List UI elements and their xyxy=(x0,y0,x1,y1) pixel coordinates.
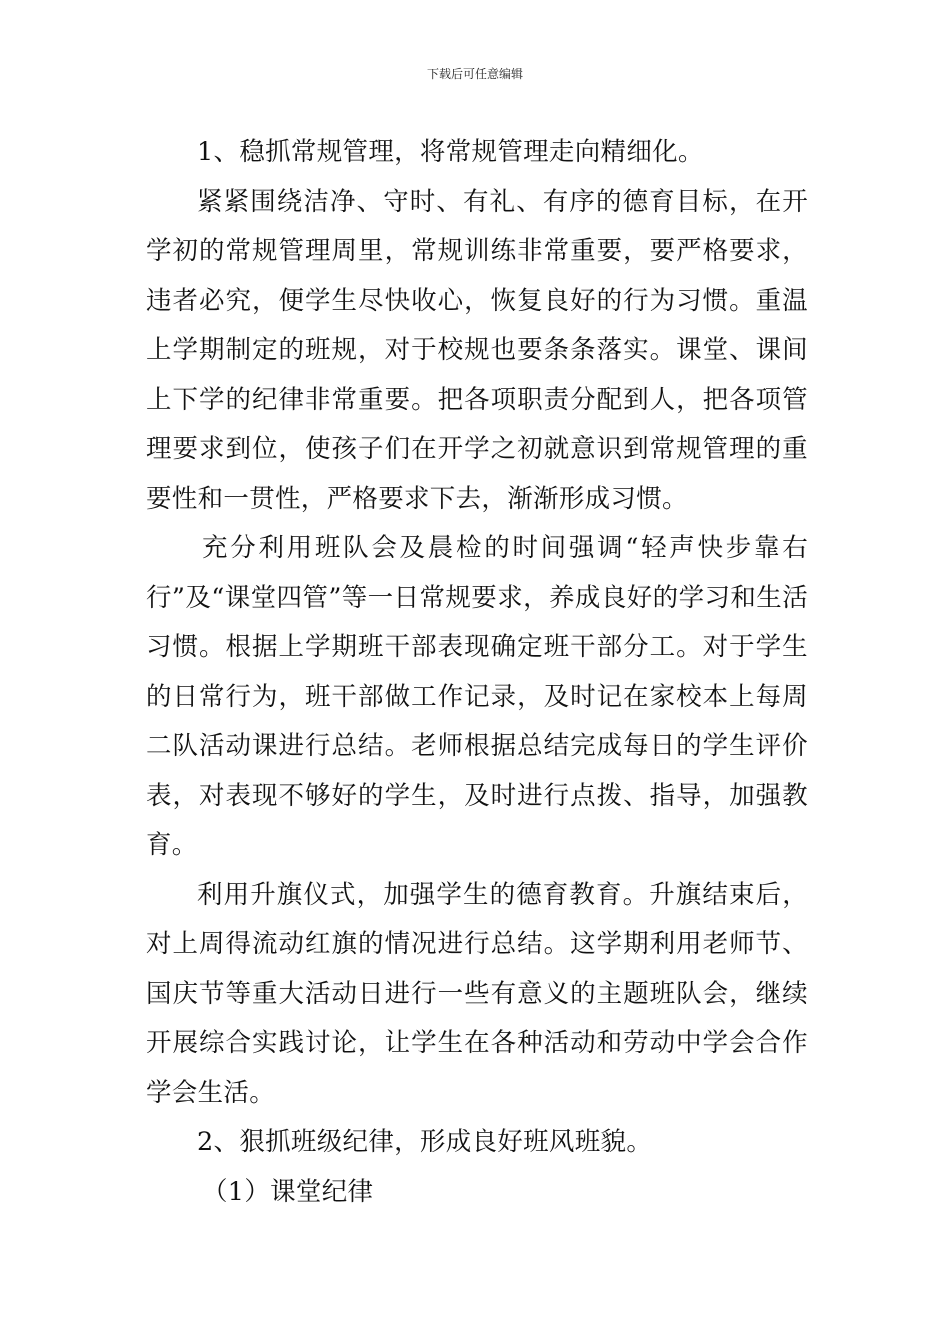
paragraph-class-meeting: 充分利用班队会及晨检的时间强调“轻声快步靠右行”及“课堂四管”等一日常规要求，养成良好的学习和生活习惯。根据上学期班干部表现确定班干部分工。对于学生的日常行为，班干部做工作记录，及时记在家校本上每周二队活动课进行总结。老师根据总结完成每日的学生评价表，对表现不够好的学生，及时进行点拨、指导，加强教育。 xyxy=(146,533,808,860)
header-note: 下载后可任意编辑 xyxy=(426,67,523,81)
paragraph-routine-management: 紧紧围绕洁净、守时、有礼、有序的德育目标，在开学初的常规管理周里，常规训练非常重要，要严格要求，违者必究，便学生尽快收心，恢复良好的行为习惯。重温上学期制定的班规，对于校规也要条条落实。课堂、课间上下学的纪律非常重要。把各项职责分配到人，把各项管理要求到位，使孩子们在开学之初就意识到常规管理的重要性和一贯性，严格要求下去，渐渐形成习惯。 xyxy=(146,186,808,514)
paragraph-flag-ceremony: 利用升旗仪式，加强学生的德育教育。升旗结束后，对上周得流动红旗的情况进行总结。这学期利用老师节、国庆节等重大活动日进行一些有意义的主题班队会，继续开展综合实践讨论，让学生在各种活动和劳动中学会合作学会生活。 xyxy=(146,879,808,1108)
section-heading-1: 1、稳抓常规管理，将常规管理走向精细化。 xyxy=(197,137,704,167)
subsection-heading-classroom-discipline: （1）课堂纪律 xyxy=(202,1176,374,1207)
section-heading-2: 2、狠抓班级纪律，形成良好班风班貌。 xyxy=(197,1127,653,1157)
document-body xyxy=(146,128,808,1217)
